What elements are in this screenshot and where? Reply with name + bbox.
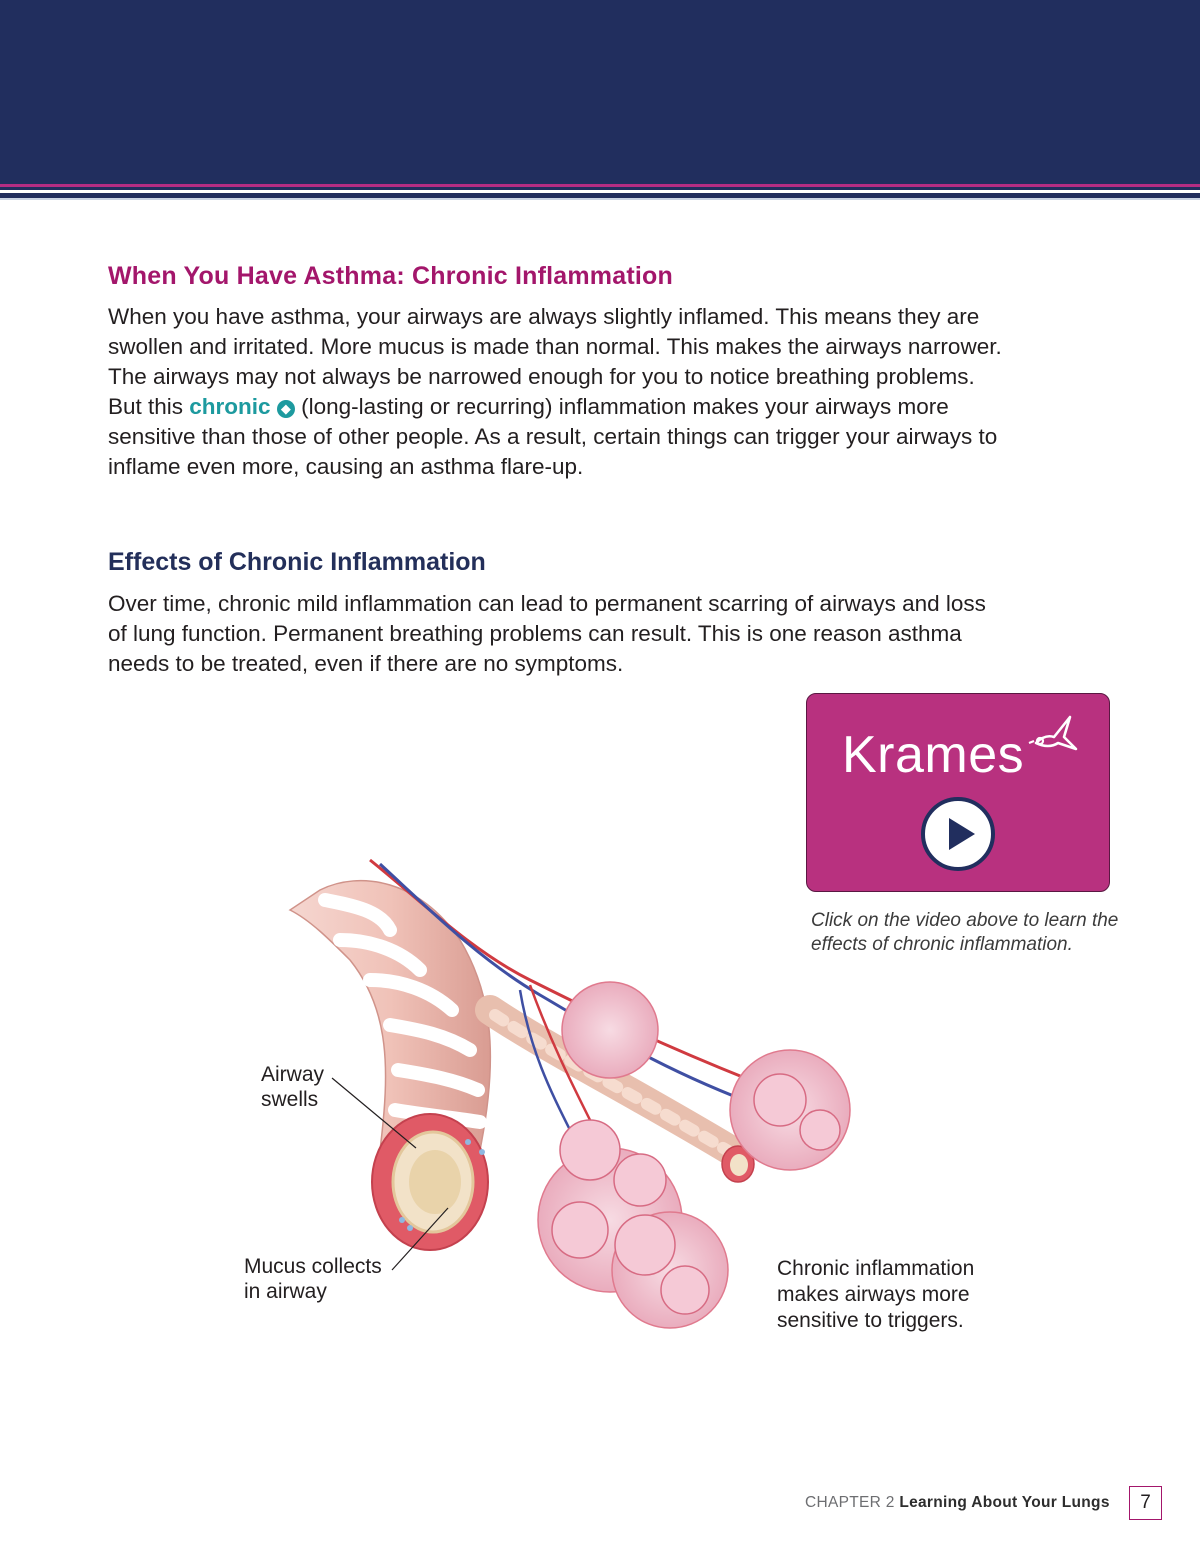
label-airway-swells: Airway swells — [261, 1063, 325, 1111]
body-text: When you have asthma, your airways are always slightly inflamed. This means they are swollen and irritated. More mucus is made than normal. This makes the airways narrower. The airways may not always be narrowed enough for you to notice breathing problems. But this — [108, 304, 1002, 419]
header-stripe — [0, 198, 1200, 200]
section-body-effects: Over time, chronic mild inflammation can lead to permanent scarring of airways and loss of lung function. Permanent breathing problems can result. This is one reason asthma needs to be treated, even if there are no symptoms. — [108, 591, 986, 676]
video-caption: Click on the video above to learn the effects of chronic inflammation. — [811, 910, 1119, 955]
page-number: 7 — [1129, 1486, 1162, 1520]
section-body-asthma — [108, 302, 1008, 482]
glossary-info-icon[interactable]: ◆ — [277, 400, 295, 418]
krames-logo: Krames — [842, 726, 1025, 784]
label-chronic-inflammation: Chronic inflammation makes airways more sensitive to triggers. — [777, 1257, 975, 1332]
footer-chapter: CHAPTER 2 Learning About Your Lungs — [805, 1494, 1110, 1511]
header-band — [0, 0, 1200, 184]
section-heading-effects: Effects of Chronic Inflammation — [108, 548, 486, 576]
glossary-term-chronic[interactable] — [189, 394, 295, 419]
section-heading-asthma: When You Have Asthma: Chronic Inflammation — [108, 262, 673, 290]
body-text: (long-lasting or recurring) inflammation makes your airways more sensitive than those of other people. As a result, certain things can trigger your airways to inflame even more, causing an asthma flare-up. — [108, 394, 998, 479]
hummingbird-icon — [1028, 713, 1078, 761]
glossary-term-label[interactable]: chronic — [189, 394, 271, 419]
play-icon[interactable] — [920, 796, 996, 872]
label-mucus-collects: Mucus collects in airway — [244, 1255, 382, 1303]
